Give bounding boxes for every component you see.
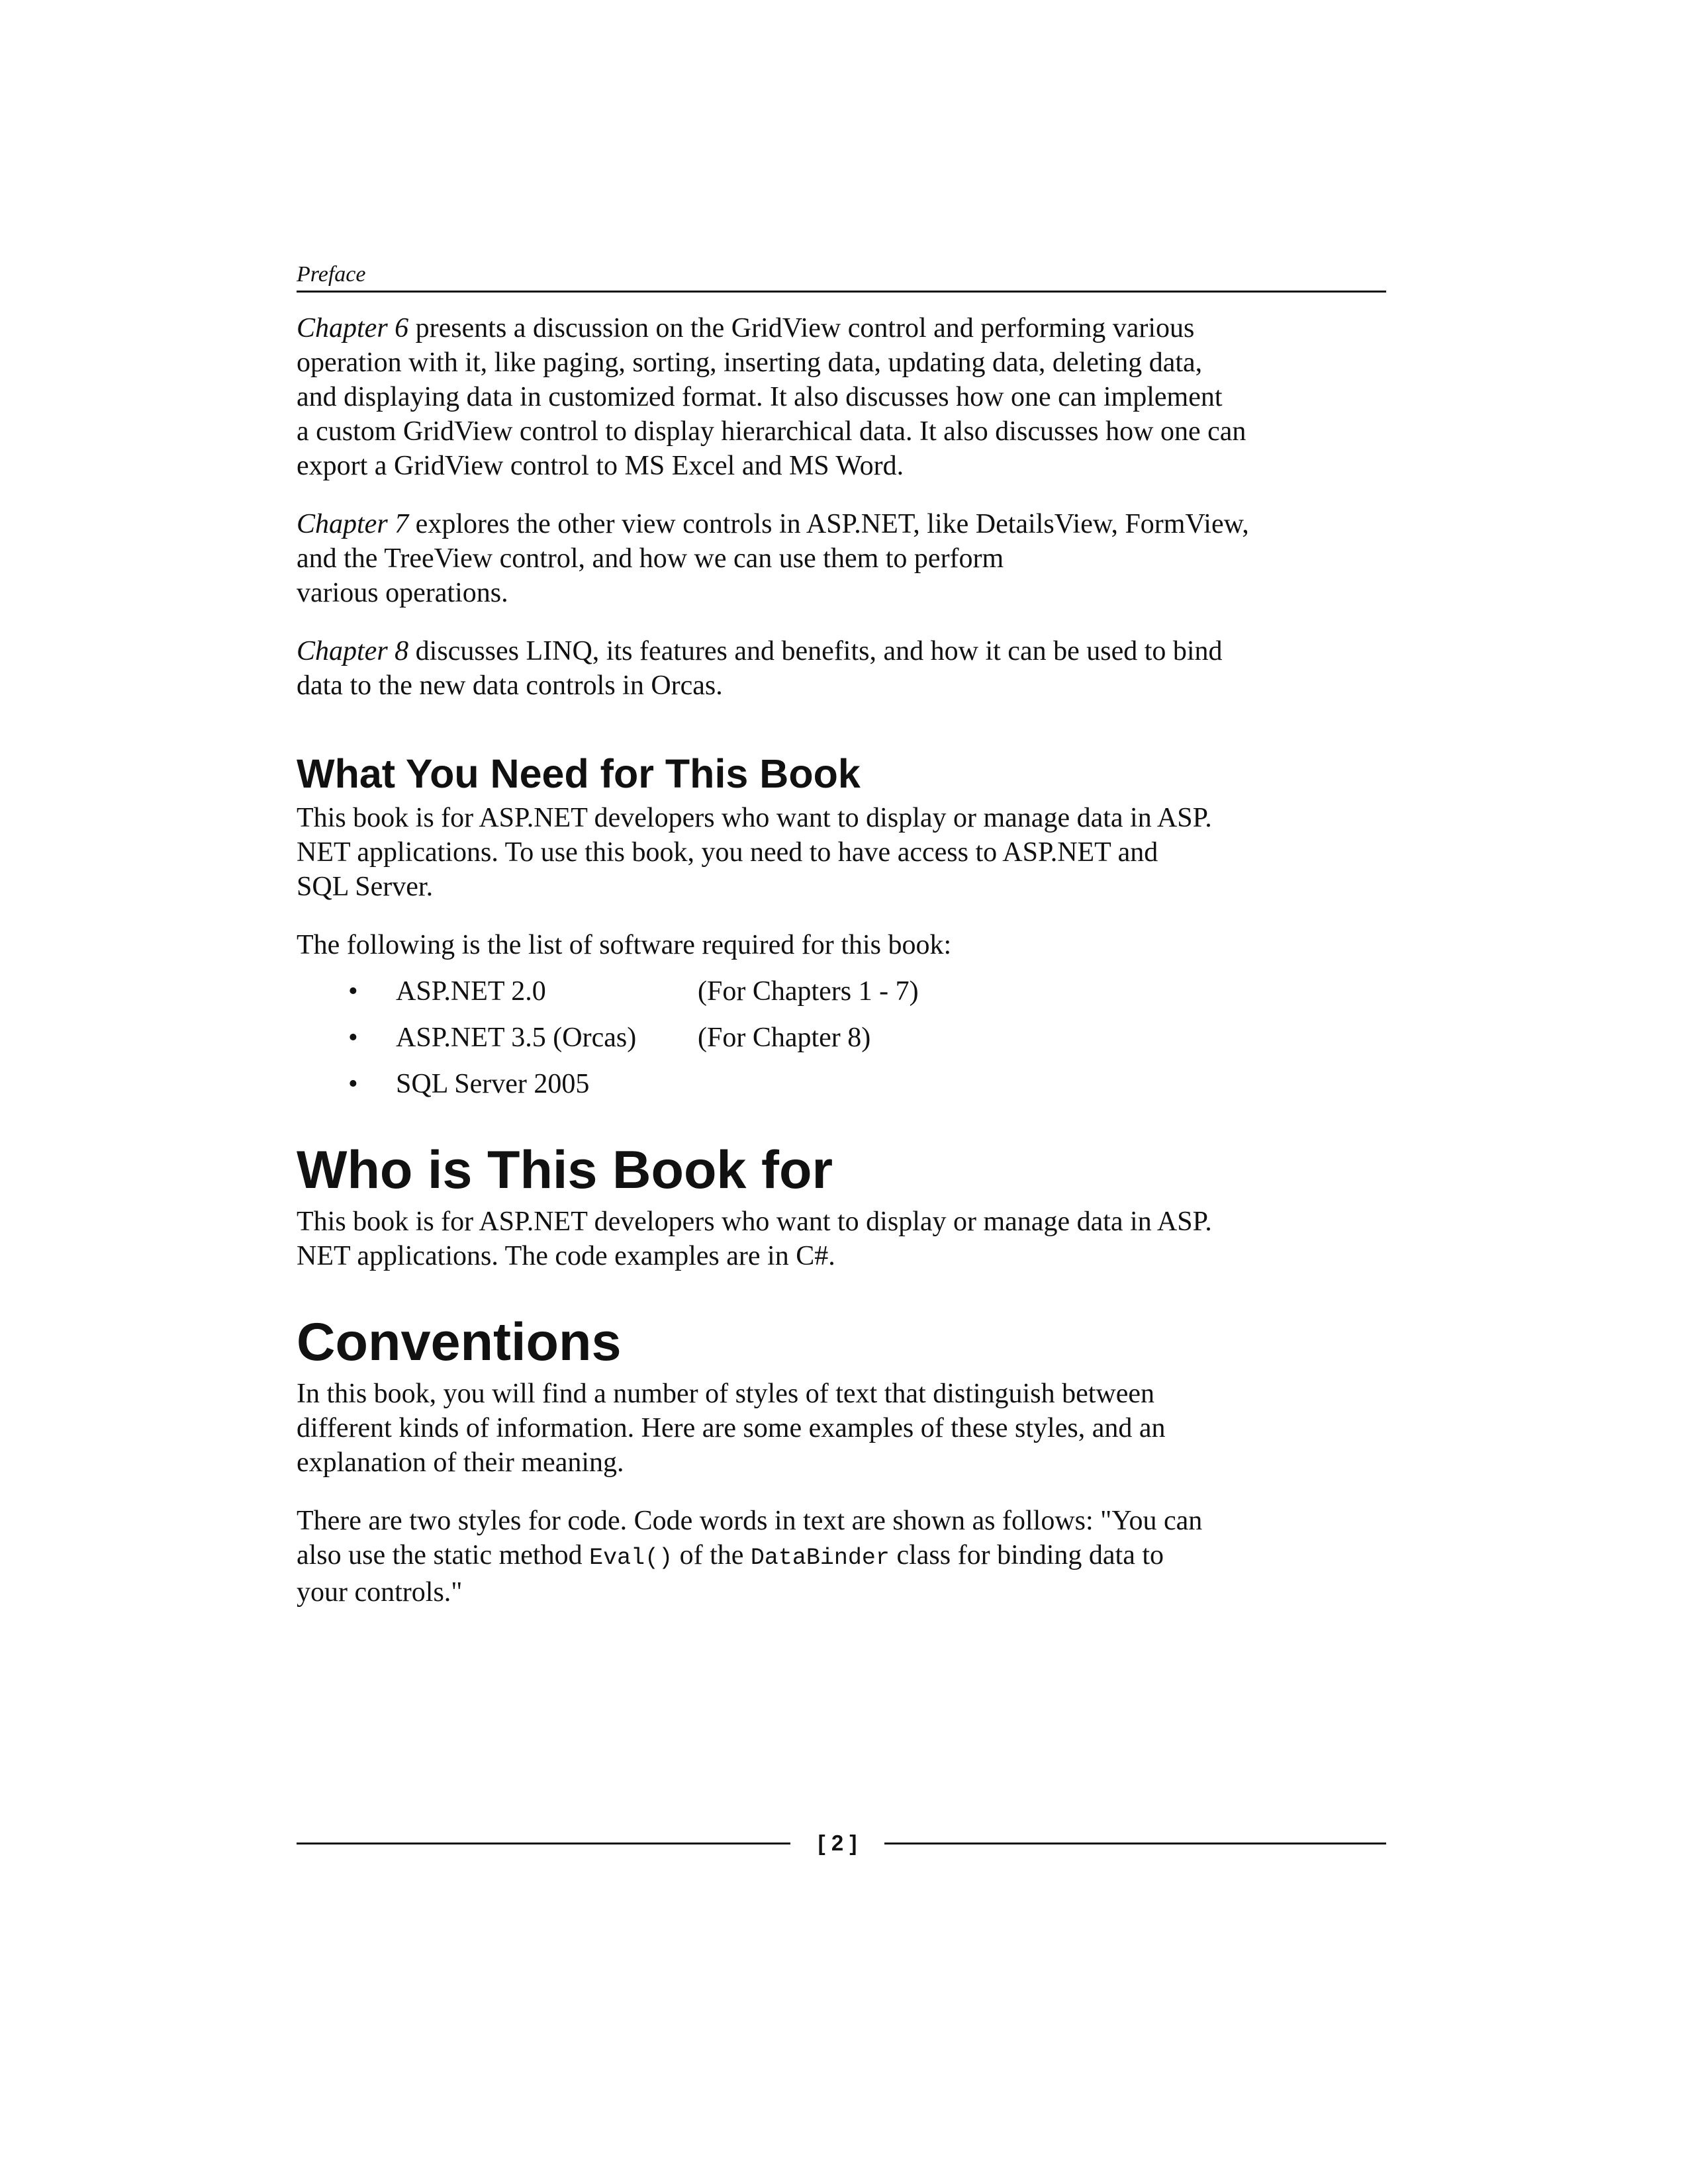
bullet-icon: • [348,1069,358,1099]
footer-rule-left [297,1843,790,1844]
chapter-label: Chapter 6 [297,313,409,343]
text-line: There are two styles for code. Code words in text are shown as follows: "You can [297,1506,1203,1536]
software-note: (For Chapter 8) [698,1023,871,1053]
bullet-icon: • [348,976,358,1007]
text-line: and displaying data in customized format. It also discusses how one can implement [297,382,1223,412]
list-item [297,1021,1386,1055]
software-name: SQL Server 2005 [396,1069,590,1099]
conventions-paragraph [297,1377,1386,1480]
text-line: SQL Server. [297,872,434,902]
software-name: ASP.NET 2.0 [396,976,546,1007]
text-fragment: class for binding data to [889,1540,1164,1570]
inline-code: Eval() [589,1545,673,1571]
text-line: NET applications. The code examples are in C#. [297,1241,835,1271]
text-line: data to the new data controls in Orcas. [297,670,723,701]
bullet-icon: • [348,1023,358,1053]
list-item [297,1067,1386,1101]
text-line: discusses LINQ, its features and benefits, and how it can be used to bind [408,636,1223,666]
list-item [297,974,1386,1009]
text-line: presents a discussion on the GridView control and performing various [408,313,1195,343]
chapter-8-paragraph [297,634,1386,703]
text-line: your controls." [297,1577,463,1608]
text-line [297,1538,1386,1575]
what-you-need-heading: What You Need for This Book [297,751,861,796]
text-line: explanation of their meaning. [297,1447,624,1478]
text-line: different kinds of information. Here are some examples of these styles, and an [297,1413,1166,1443]
chapter-6-paragraph [297,311,1386,483]
text-line: This book is for ASP.NET developers who want to display or manage data in ASP. [297,1206,1212,1237]
text-line: various operations. [297,578,508,608]
what-you-need-paragraph [297,801,1386,904]
text-line: export a GridView control to MS Excel and MS Word. [297,451,904,481]
chapter-label: Chapter 8 [297,636,409,666]
who-is-for-heading: Who is This Book for [297,1140,833,1200]
text-line: In this book, you will find a number of styles of text that distinguish between [297,1379,1154,1409]
software-list [297,974,1386,1101]
text-line: a custom GridView control to display hierarchical data. It also discusses how one can [297,416,1246,447]
text-line: operation with it, like paging, sorting, inserting data, updating data, deleting data, [297,347,1203,378]
software-note: (For Chapters 1 - 7) [698,976,919,1007]
text-line: explores the other view controls in ASP.NET, like DetailsView, FormView, [408,509,1249,539]
chapter-7-paragraph [297,507,1386,610]
page-number: [ 2 ] [818,1831,857,1855]
software-list-intro: The following is the list of software required for this book: [297,930,952,960]
page-content [297,261,1386,1633]
page-footer [297,1827,1386,1860]
footer-rule-right [884,1843,1386,1844]
conventions-heading: Conventions [297,1312,622,1372]
text-line: NET applications. To use this book, you need to have access to ASP.NET and [297,837,1158,868]
text-fragment: also use the static method [297,1540,590,1570]
who-is-for-paragraph [297,1205,1386,1273]
text-line: This book is for ASP.NET developers who want to display or manage data in ASP. [297,803,1212,833]
code-styles-paragraph [297,1504,1386,1610]
chapter-label: Chapter 7 [297,509,409,539]
inline-code: DataBinder [750,1545,890,1571]
text-line: and the TreeView control, and how we can use them to perform [297,543,1004,574]
software-name: ASP.NET 3.5 (Orcas) [396,1023,637,1053]
text-fragment: of the [673,1540,751,1570]
running-head: Preface [297,261,1386,293]
